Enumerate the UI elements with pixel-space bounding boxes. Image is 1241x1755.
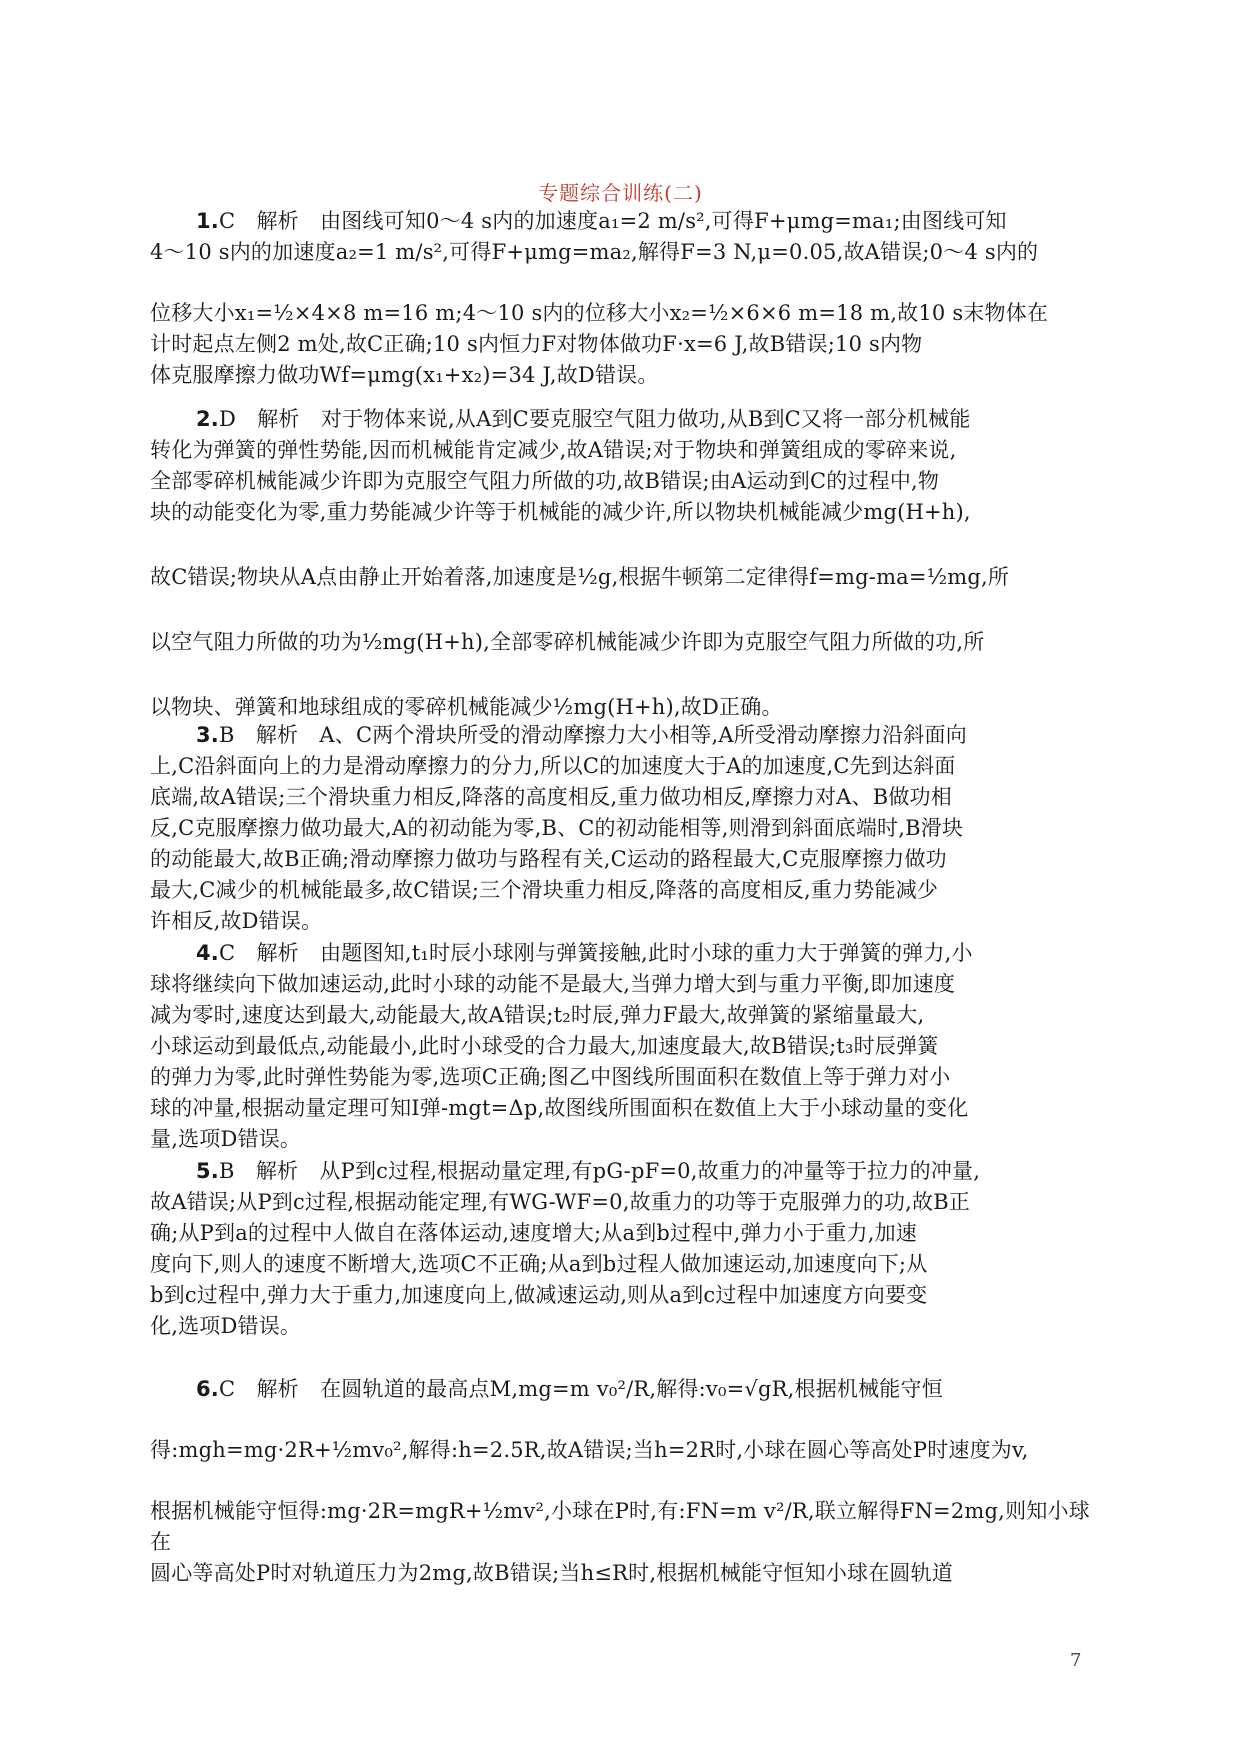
answer-3-line-3: 底端,故A错误;三个滑块重力相反,降落的高度相反,重力做功相反,摩擦力对A、B做功相 [150, 785, 952, 809]
answer-1-number: 1. [196, 209, 219, 233]
answer-3-line-5: 的动能最大,故B正确;滑动摩擦力做功与路程有关,C运动的路程最大,C克服摩擦力做功 [150, 847, 947, 871]
answer-6-line-1: 6.C 解析 在圆轨道的最高点M,mg=m v₀²/R,解得:v₀=√gR,根据机械能守恒 [196, 1377, 943, 1401]
answer-4-line-7: 量,选项D错误。 [150, 1127, 302, 1151]
answer-6-line-4: 圆心等高处P时对轨道压力为2mg,故B错误;当h≤R时,根据机械能守恒知小球在圆轨道 [150, 1561, 954, 1585]
answer-4-line-4: 小球运动到最低点,动能最小,此时小球受的合力最大,加速度最大,故B错误;t₃时辰弹簧 [150, 1034, 939, 1058]
answer-6 [150, 1374, 1090, 1589]
answer-4-number: 4. [196, 941, 219, 965]
answer-2-line-4: 块的动能变化为零,重力势能减少许等于机械能的减少许,所以物块机械能减少mg(H+h), [150, 500, 971, 524]
answer-6-number: 6. [196, 1377, 219, 1401]
answer-5-line-2: 故A错误;从P到c过程,根据动能定理,有WG-WF=0,故重力的功等于克服弹力的功,故B正 [150, 1190, 971, 1214]
answer-4-line-3: 减为零时,速度达到最大,动能最大,故A错误;t₂时辰,弹力F最大,故弹簧的紧缩量最大, [150, 1003, 925, 1027]
answer-2-line-7: 以物块、弹簧和地球组成的零碎机械能减少½mg(H+h),故D正确。 [150, 695, 783, 719]
answer-1-line-4: 计时起点左侧2 m处,故C正确;10 s内恒力F对物体做功F·x=6 J,故B错误;10 s内物 [150, 332, 923, 356]
answer-3-line-6: 最大,C减少的机械能最多,故C错误;三个滑块重力相反,降落的高度相反,重力势能减少 [150, 878, 939, 902]
answer-3-line-1: 3.B 解析 A、C两个滑块所受的滑动摩擦力大小相等,A所受滑动摩擦力沿斜面向 [196, 723, 967, 747]
page-number: 7 [1070, 1650, 1082, 1671]
answer-5-line-5: b到c过程中,弹力大于重力,加速度向上,做减速运动,则从a到c过程中加速度方向要变 [150, 1283, 928, 1307]
answer-5 [150, 1156, 1090, 1342]
section-title: 专题综合训练(二) [538, 181, 703, 205]
answer-5-line-1: 5.B 解析 从P到c过程,根据动量定理,有pG-pF=0,故重力的冲量等于拉力的冲量, [196, 1159, 981, 1183]
answer-1-line-1: 1.C 解析 由图线可知0～4 s内的加速度a₁=2 m/s²,可得F+μmg=ma₁;由图线可知 [196, 209, 1007, 233]
answer-3-number: 3. [196, 723, 219, 747]
answer-4 [150, 938, 1090, 1155]
answer-3-line-4: 反,C克服摩擦力做功最大,A的初动能为零,B、C的初动能相等,则滑到斜面底端时,B滑块 [150, 816, 964, 840]
answer-5-line-4: 度向下,则人的速度不断增大,选项C不正确;从a到b过程人做加速运动,加速度向下;从 [150, 1252, 928, 1276]
answer-1 [150, 206, 1090, 391]
answer-5-line-6: 化,选项D错误。 [150, 1314, 302, 1338]
answer-1-line-2: 4～10 s内的加速度a₂=1 m/s²,可得F+μmg=ma₂,解得F=3 N,μ=0.05,故A错误;0～4 s内的 [150, 240, 1039, 264]
answer-6-line-2: 得:mgh=mg·2R+½mv₀²,解得:h=2.5R,故A错误;当h=2R时,小球在圆心等高处P时速度为v, [150, 1438, 1029, 1462]
answer-2-line-6: 以空气阻力所做的功为½mg(H+h),全部零碎机械能减少许即为克服空气阻力所做的功,所 [150, 630, 985, 654]
answer-4-line-1: 4.C 解析 由题图知,t₁时辰小球刚与弹簧接触,此时小球的重力大于弹簧的弹力,小 [196, 941, 973, 965]
answer-3-line-2: 上,C沿斜面向上的力是滑动摩擦力的分力,所以C的加速度大于A的加速度,C先到达斜面 [150, 754, 956, 778]
answer-2 [150, 404, 1090, 723]
answer-4-line-6: 球的冲量,根据动量定理可知I弹-mgt=Δp,故图线所围面积在数值上大于小球动量的变化 [150, 1096, 969, 1120]
answer-2-line-3: 全部零碎机械能减少许即为克服空气阻力所做的功,故B错误;由A运动到C的过程中,物 [150, 469, 940, 493]
answer-2-line-2: 转化为弹簧的弹性势能,因而机械能肯定减少,故A错误;对于物块和弹簧组成的零碎来说, [150, 438, 957, 462]
answer-5-line-3: 确;从P到a的过程中人做自在落体运动,速度增大;从a到b过程中,弹力小于重力,加速 [150, 1221, 917, 1245]
answer-2-line-1: 2.D 解析 对于物体来说,从A到C要克服空气阻力做功,从B到C又将一部分机械能 [196, 407, 971, 431]
answer-4-line-2: 球将继续向下做加速运动,此时小球的动能不是最大,当弹力增大到与重力平衡,即加速度 [150, 972, 956, 996]
answer-3 [150, 720, 1090, 937]
answer-1-line-5: 体克服摩擦力做功Wf=μmg(x₁+x₂)=34 J,故D错误。 [150, 363, 659, 387]
answer-2-number: 2. [196, 407, 219, 431]
answer-4-line-5: 的弹力为零,此时弹性势能为零,选项C正确;图乙中图线所围面积在数值上等于弹力对小 [150, 1065, 951, 1089]
answer-6-line-3: 根据机械能守恒得:mg·2R=mgR+½mv²,小球在P时,有:FN=m v²/R,联立解得FN=2mg,则知小球在 [150, 1499, 1090, 1554]
answer-3-line-7: 许相反,故D错误。 [150, 909, 323, 933]
answer-2-line-5: 故C错误;物块从A点由静止开始着落,加速度是½g,根据牛顿第二定律得f=mg-ma=½mg,所 [150, 565, 1010, 589]
answer-1-line-3: 位移大小x₁=½×4×8 m=16 m;4～10 s内的位移大小x₂=½×6×6 m=18 m,故10 s末物体在 [150, 301, 1049, 325]
answer-5-number: 5. [196, 1159, 219, 1183]
